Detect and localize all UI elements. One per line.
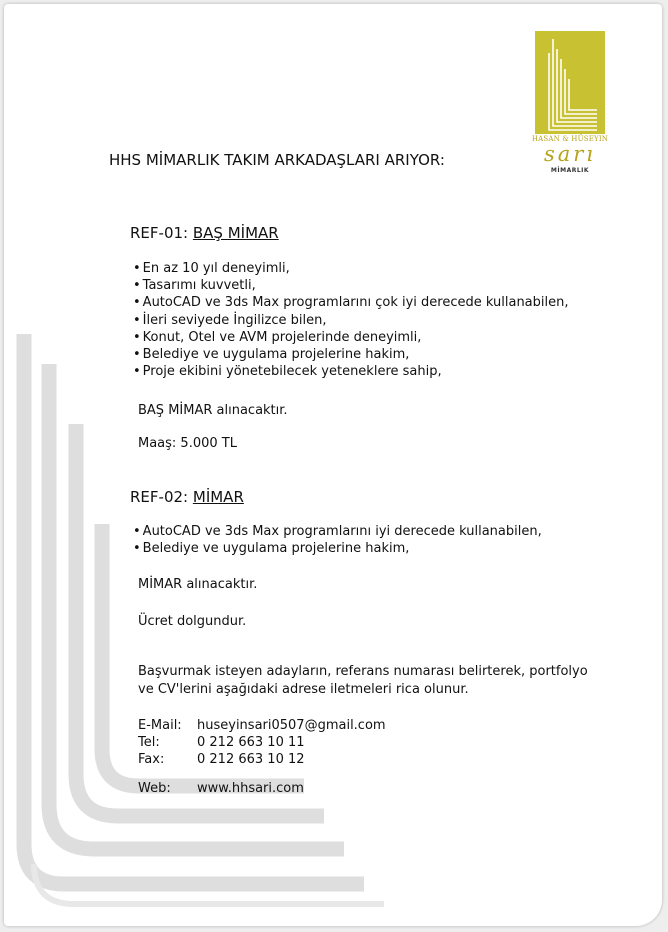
fax-label: Fax: (138, 752, 165, 767)
fax-value: 0 212 663 10 12 (197, 752, 305, 767)
list-item: • Proje ekibini yönetebilecek yeteneklere sahip, (133, 363, 569, 380)
list-item: • AutoCAD ve 3ds Max programlarını çok iyi derecede kullanabilen, (133, 294, 569, 311)
tel-value: 0 212 663 10 11 (197, 735, 305, 750)
email-label: E-Mail: (138, 718, 182, 733)
web-label: Web: (138, 781, 171, 796)
ref1-title: BAŞ MİMAR (192, 224, 279, 242)
list-item: • Tasarımı kuvvetli, (133, 277, 569, 294)
contact-row-email (138, 717, 386, 734)
logo-bottom-line: MİMARLIK (550, 167, 590, 174)
ref2-heading (130, 489, 244, 506)
list-item: • Konut, Otel ve AVM projelerinde deneyimli, (133, 329, 569, 346)
ref1-requirements-list (133, 260, 569, 380)
list-item: • İleri seviyede İngilizce bilen, (133, 312, 569, 329)
apply-text-line: Başvurmak isteyen adayların, referans numarası belirterek, portfolyo (138, 664, 588, 679)
contact-row-web (138, 780, 386, 797)
contact-row-fax (138, 751, 386, 768)
email-link[interactable]: huseyinsari0507@gmail.com (197, 718, 386, 733)
logo-mark (535, 31, 605, 134)
apply-text-line: ve CV'lerini aşağıdaki adrese iletmeleri rica olunur. (138, 682, 469, 697)
list-item: • En az 10 yıl deneyimli, (133, 260, 569, 277)
contact-block (138, 717, 386, 797)
ref2-salary: Ücret dolgundur. (138, 614, 247, 629)
ref1-heading (130, 225, 279, 242)
ref2-requirements-list (133, 523, 542, 557)
ref2-hire-text: MİMAR alınacaktır. (138, 577, 258, 592)
ref1-hire-text: BAŞ MİMAR alınacaktır. (138, 403, 288, 418)
tel-label: Tel: (138, 735, 160, 750)
contact-row-tel (138, 734, 386, 751)
logo-name: sarı (543, 142, 597, 166)
ref2-code: REF-02: (130, 488, 189, 506)
ref2-title: MİMAR (192, 488, 244, 506)
list-item: • Belediye ve uygulama projelerine hakim, (133, 540, 542, 557)
web-link[interactable]: www.hhsari.com (197, 781, 304, 796)
list-item: • AutoCAD ve 3ds Max programlarını iyi derecede kullanabilen, (133, 523, 542, 540)
page-heading: HHS MİMARLIK TAKIM ARKADAŞLARI ARIYOR: (109, 151, 445, 169)
ref1-code: REF-01: (130, 224, 189, 242)
document-page (4, 4, 662, 926)
logo-top-line: HASAN & HÜSEYIN (531, 135, 609, 143)
ref1-salary: Maaş: 5.000 TL (138, 436, 237, 451)
list-item: • Belediye ve uygulama projelerine hakim, (133, 346, 569, 363)
